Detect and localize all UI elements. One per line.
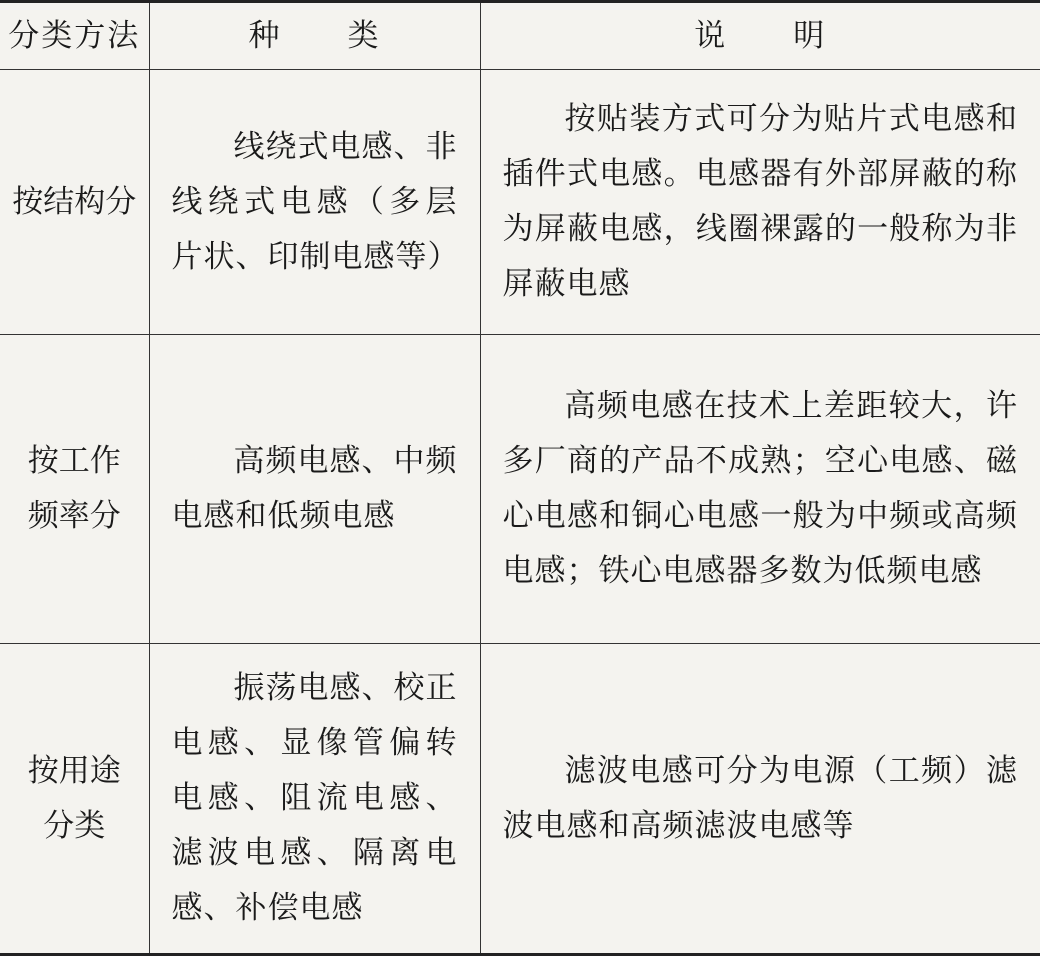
- method-text: 按用途分类: [27, 752, 121, 844]
- header-note: 说 明: [480, 2, 1040, 70]
- table-row: [0, 335, 1040, 644]
- types-text: 振荡电感、校正电感、显像管偏转电感、阻流电感、滤波电感、隔离电感、补偿电感: [171, 670, 458, 926]
- types-cell: [149, 70, 480, 335]
- table-row: [0, 644, 1040, 955]
- types-text: 线绕式电感、非线绕式电感（多层片状、印制电感等）: [171, 128, 460, 275]
- note-cell: [480, 70, 1040, 335]
- types-cell: [149, 335, 480, 644]
- header-method: 分类方法: [0, 2, 149, 70]
- types-text: 高频电感、中频电感和低频电感: [171, 443, 458, 534]
- types-cell: [149, 644, 480, 955]
- note-cell: [480, 644, 1040, 955]
- method-text: 按结构分: [12, 183, 137, 220]
- note-text: 按贴装方式可分为贴片式电感和插件式电感。电感器有外部屏蔽的称为屏蔽电感，线圈裸露的一般称为非屏蔽电感: [502, 101, 1018, 302]
- note-text: 滤波电感可分为电源（工频）滤波电感和高频滤波电感等: [502, 752, 1018, 844]
- method-cell: [0, 70, 149, 335]
- method-cell: [0, 335, 149, 644]
- table-row: [0, 70, 1040, 335]
- method-text: 按工作频率分: [27, 443, 121, 534]
- note-cell: [480, 335, 1040, 644]
- header-types: 种 类: [149, 2, 480, 70]
- method-cell: [0, 644, 149, 955]
- header-row: [0, 2, 1040, 70]
- note-text: 高频电感在技术上差距较大，许多厂商的产品不成熟；空心电感、磁心电感和铜心电感一般为中频或高频电感；铁心电感器多数为低频电感: [502, 388, 1018, 589]
